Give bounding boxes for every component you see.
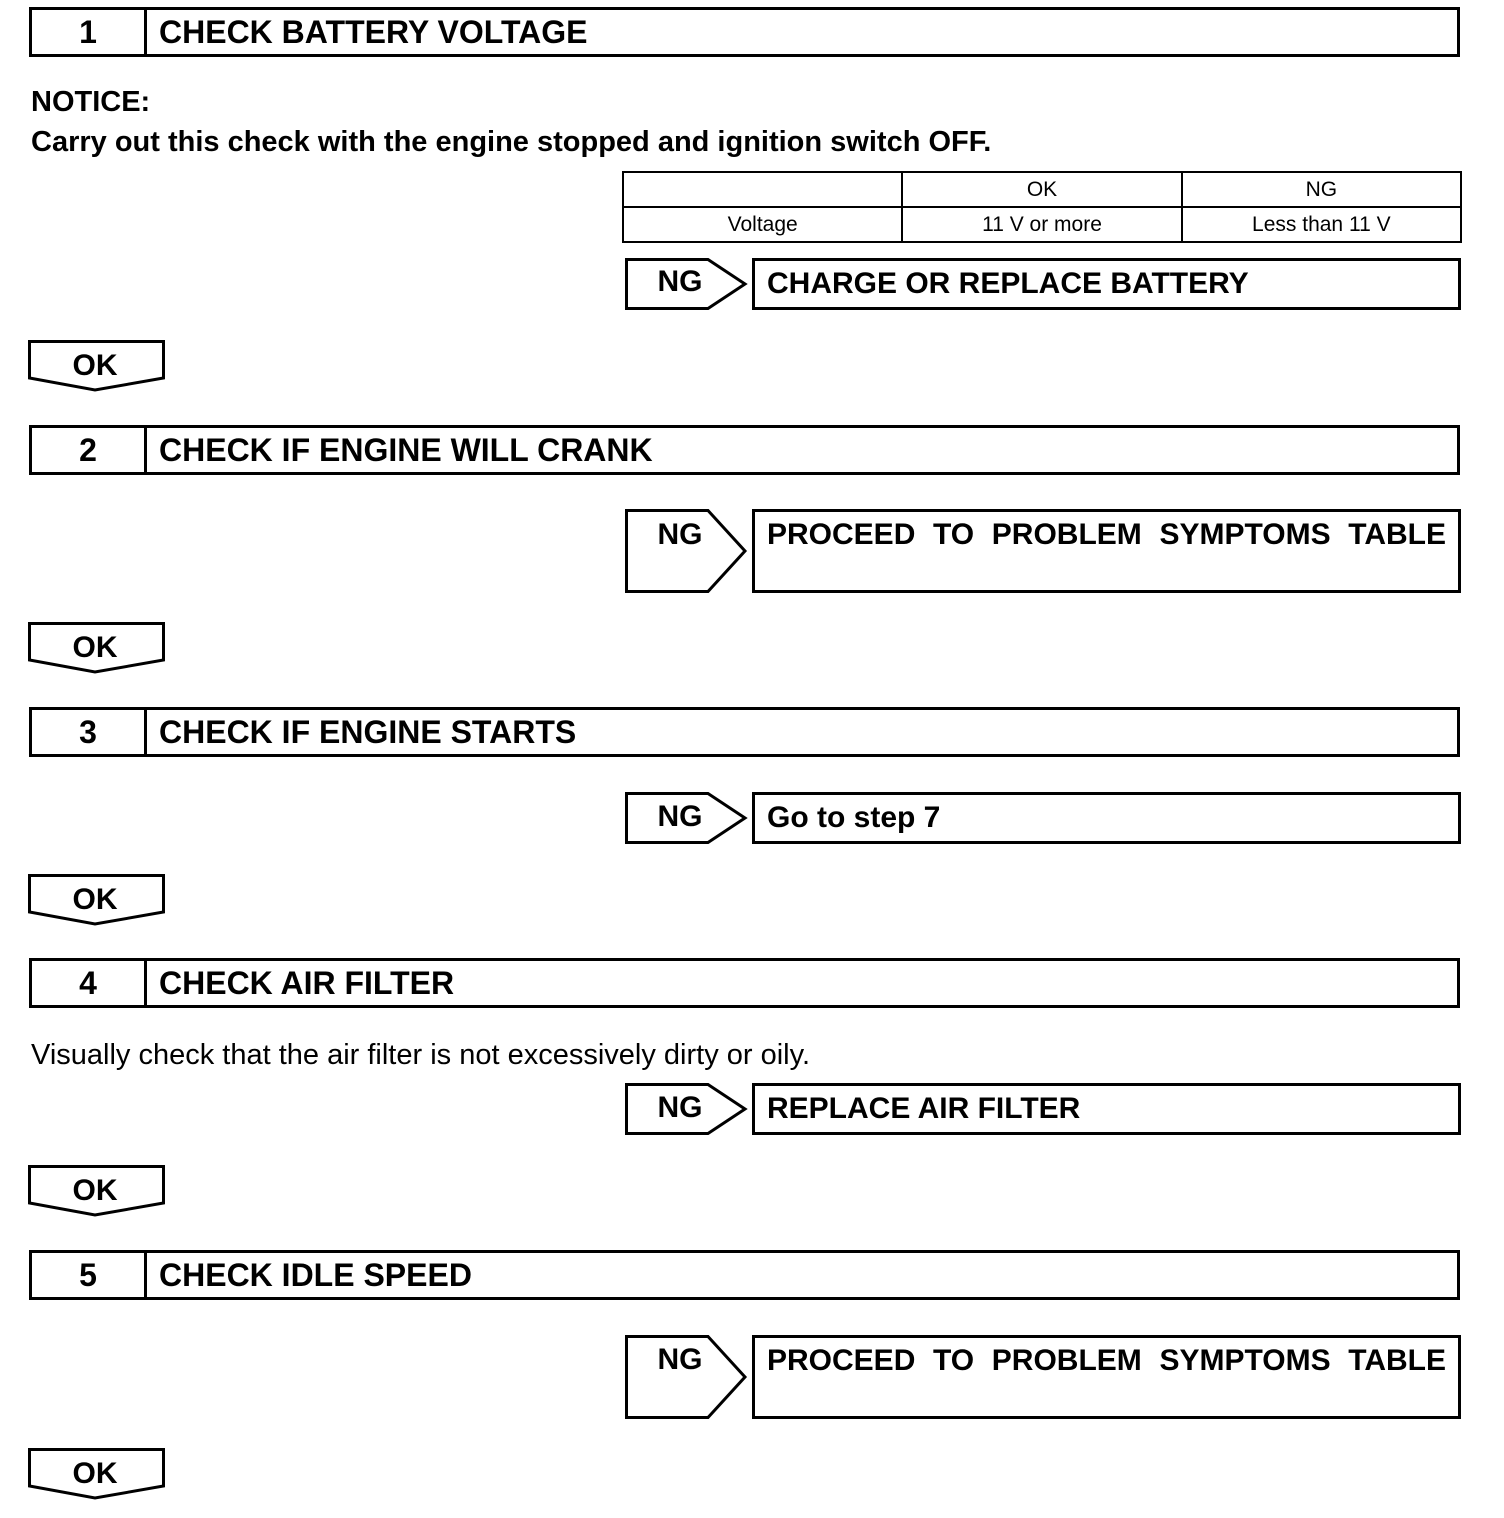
ok-label: OK (72, 631, 118, 664)
ng-label: NG (657, 518, 703, 551)
step-title: CHECK IF ENGINE WILL CRANK (159, 431, 653, 468)
step-title: CHECK IDLE SPEED (159, 1256, 472, 1293)
ok-label: OK (72, 1174, 118, 1207)
step-5-header (29, 1250, 1460, 1300)
step-number: 5 (32, 1253, 147, 1297)
notice-text: Carry out this check with the engine stopped and ignition switch OFF. (31, 126, 992, 158)
step-title: CHECK AIR FILTER (159, 964, 455, 1001)
step-title: CHECK BATTERY VOLTAGE (159, 13, 588, 50)
ok-label: OK (72, 349, 118, 382)
table-cell: NG (1182, 172, 1461, 207)
table-cell: 11 V or more (902, 207, 1181, 242)
table-header-row (623, 172, 1461, 207)
voltage-spec-table (622, 171, 1462, 243)
step-3-header (29, 707, 1460, 757)
table-cell: Less than 11 V (1182, 207, 1461, 242)
ok-label: OK (72, 1457, 118, 1490)
ng-result-box: CHARGE OR REPLACE BATTERY (752, 258, 1461, 310)
table-row (623, 207, 1461, 242)
step-number: 1 (32, 10, 147, 54)
step-2-header (29, 425, 1460, 475)
table-cell: Voltage (623, 207, 902, 242)
step-number: 3 (32, 710, 147, 754)
ng-result-box: PROCEED TO PROBLEM SYMPTOMS TABLE (752, 1335, 1461, 1419)
table-cell: OK (902, 172, 1181, 207)
ng-label: NG (657, 800, 703, 833)
notice-heading: NOTICE: (31, 86, 151, 118)
air-filter-instruction: Visually check that the air filter is not excessively dirty or oily. (31, 1039, 811, 1071)
ng-result-box: Go to step 7 (752, 792, 1461, 844)
step-4-header (29, 958, 1460, 1008)
step-title: CHECK IF ENGINE STARTS (159, 713, 577, 750)
ng-label: NG (657, 1091, 703, 1124)
step-1-header (29, 7, 1460, 57)
table-cell (623, 172, 902, 207)
step-number: 4 (32, 961, 147, 1005)
ng-result-box: PROCEED TO PROBLEM SYMPTOMS TABLE (752, 509, 1461, 593)
step-number: 2 (32, 428, 147, 472)
ng-result-box: REPLACE AIR FILTER (752, 1083, 1461, 1135)
ng-label: NG (657, 1343, 703, 1376)
ok-label: OK (72, 883, 118, 916)
ng-label: NG (657, 265, 703, 298)
